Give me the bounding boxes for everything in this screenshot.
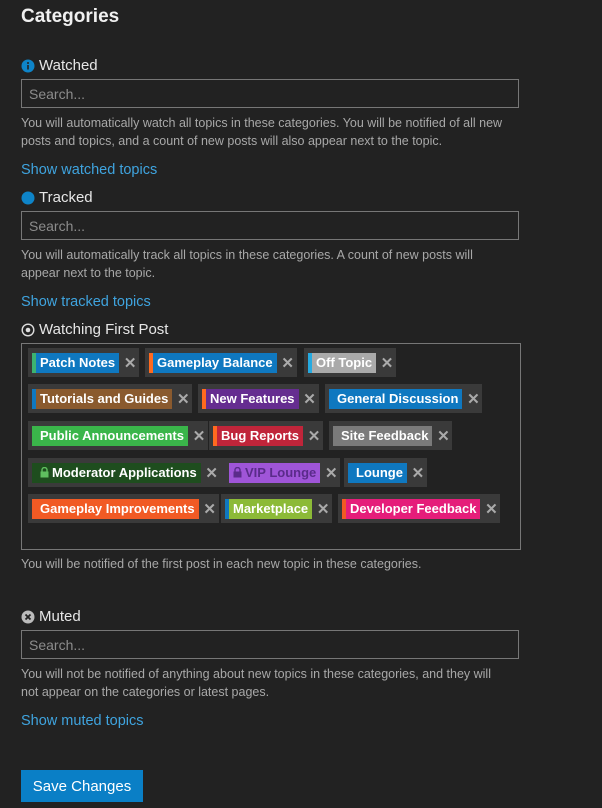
tag-badge [348, 463, 407, 483]
remove-tag-icon[interactable]: ✕ [205, 464, 218, 482]
tag-chip [338, 494, 500, 523]
tag-badge [225, 463, 320, 483]
tracked-label-text: Tracked [39, 189, 93, 206]
tag-label: Developer Feedback [350, 501, 477, 516]
tag-badge [329, 389, 462, 409]
watched-help-text: You will automatically watch all topics in these categories. You will be notified of all new posts and topics, and a count of new posts will also appear next to the topic. [21, 116, 503, 148]
remove-tag-icon[interactable]: ✕ [192, 427, 206, 445]
muted-help-text: You will not be notified of anything about new topics in these categories, and they will not appear on the categories or latest pages. [21, 667, 491, 699]
tag-chip [28, 348, 139, 377]
tag-chip [325, 384, 482, 413]
remove-tag-icon[interactable]: ✕ [316, 500, 330, 518]
remove-tag-icon[interactable]: ✕ [303, 390, 316, 408]
info-icon [21, 59, 35, 73]
tag-chip [209, 421, 323, 450]
lock-icon [233, 467, 242, 478]
tag-label: Gameplay Balance [157, 355, 273, 370]
show-tracked-topics-link[interactable]: Show tracked topics [21, 294, 151, 310]
watched-label [21, 57, 98, 74]
save-changes-button[interactable]: Save Changes [21, 770, 143, 802]
tag-label: New Features [210, 391, 295, 406]
tracked-label [21, 189, 93, 206]
show-watched-topics-link[interactable]: Show watched topics [21, 162, 158, 178]
tag-label: Marketplace [233, 501, 309, 516]
tag-badge [342, 499, 480, 519]
tag-label: General Discussion [337, 391, 459, 406]
tag-label: Site Feedback [341, 428, 429, 443]
tag-label: Moderator Applications [52, 465, 197, 480]
tag-chip [28, 384, 192, 413]
muted-x-circle-icon [21, 610, 35, 624]
page-title: Categories [21, 6, 120, 27]
tag-label: Lounge [356, 465, 403, 480]
remove-tag-icon[interactable]: ✕ [467, 390, 480, 408]
tracked-help-text: You will automatically track all topics in these categories. A count of new posts will appear next to the topic. [21, 248, 473, 280]
tag-label: Patch Notes [40, 355, 116, 370]
tag-badge [308, 353, 376, 373]
remove-tag-icon[interactable]: ✕ [437, 427, 450, 445]
watching-first-post-help-text: You will be notified of the first post in each new topic in these categories. [21, 557, 422, 571]
watching-first-post-label-text: Watching First Post [39, 321, 169, 338]
remove-tag-icon[interactable]: ✕ [123, 354, 137, 372]
remove-tag-icon[interactable]: ✕ [281, 354, 294, 372]
tag-badge [225, 499, 312, 519]
tag-chip [344, 458, 427, 487]
tag-badge [32, 353, 119, 373]
watched-label-text: Watched [39, 57, 98, 74]
tag-chip [145, 348, 297, 377]
tracked-circle-icon [21, 191, 35, 205]
tag-badge [333, 426, 432, 446]
tag-chip [28, 458, 221, 487]
watched-search-input[interactable] [21, 79, 519, 108]
remove-tag-icon[interactable]: ✕ [307, 427, 321, 445]
tag-badge [32, 499, 199, 519]
remove-tag-icon[interactable]: ✕ [177, 390, 190, 408]
tracked-search-input[interactable] [21, 211, 519, 240]
tag-chip [28, 494, 219, 523]
remove-tag-icon[interactable]: ✕ [324, 464, 338, 482]
watching-first-post-label [21, 321, 168, 338]
muted-label-text: Muted [39, 608, 81, 625]
remove-tag-icon[interactable]: ✕ [203, 500, 216, 518]
remove-tag-icon[interactable]: ✕ [380, 354, 394, 372]
tag-label: Gameplay Improvements [40, 501, 195, 516]
tag-chip [28, 421, 208, 450]
muted-search-input[interactable] [21, 630, 519, 659]
tag-label: Public Announcements [40, 428, 184, 443]
dot-circle-icon [21, 323, 35, 337]
remove-tag-icon[interactable]: ✕ [485, 500, 498, 518]
tag-label: Bug Reports [221, 428, 299, 443]
tag-badge [213, 426, 303, 446]
lock-icon [40, 467, 49, 478]
tag-badge [149, 353, 277, 373]
tag-label: VIP Lounge [245, 465, 317, 480]
tag-label: Off Topic [316, 355, 373, 370]
tag-badge [32, 426, 188, 446]
show-muted-topics-link[interactable]: Show muted topics [21, 713, 144, 729]
watching-first-post-tag-selector[interactable] [21, 343, 521, 550]
tag-chip [329, 421, 452, 450]
tag-chip [221, 494, 332, 523]
tag-chip [198, 384, 319, 413]
remove-tag-icon[interactable]: ✕ [411, 464, 425, 482]
tag-chip [304, 348, 396, 377]
tag-chip [221, 458, 340, 487]
muted-label [21, 608, 81, 625]
tag-badge [32, 389, 172, 409]
tag-badge [202, 389, 299, 409]
tag-badge [32, 463, 201, 483]
tag-label: Tutorials and Guides [40, 391, 169, 406]
